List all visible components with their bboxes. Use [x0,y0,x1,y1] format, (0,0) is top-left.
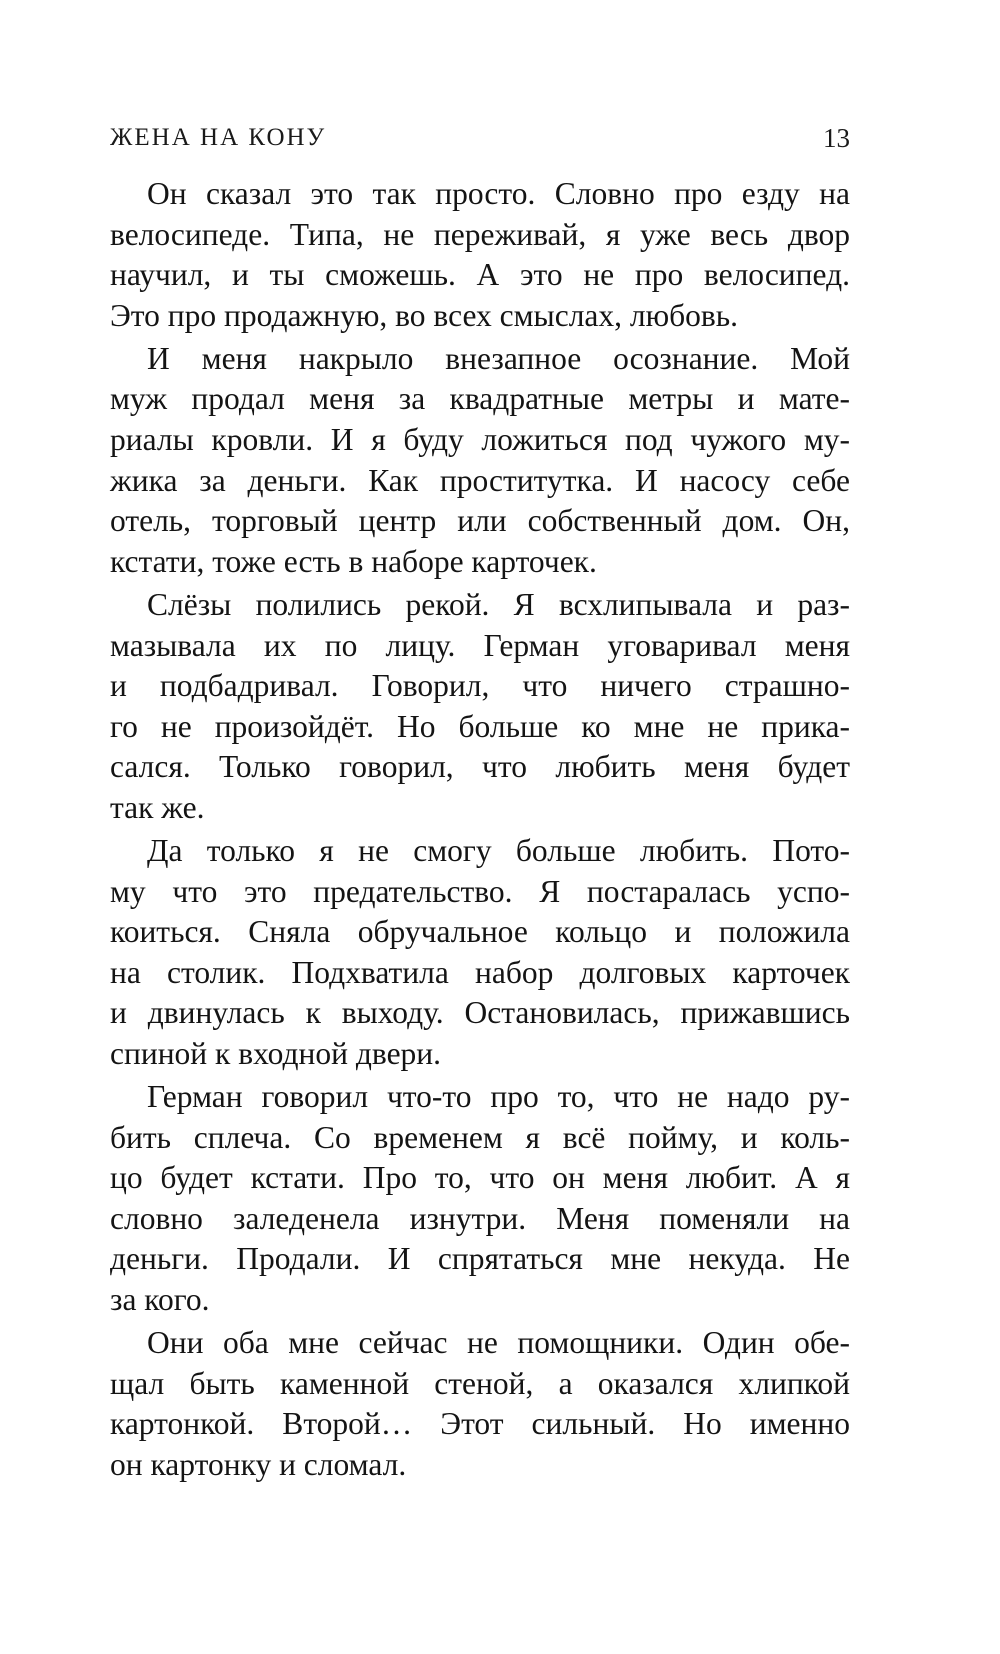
text-line: Они оба мне сейчас не помощники. Один обе- [147,1325,850,1361]
text-line: он картонку и сломал. [110,1446,407,1482]
text-line: словно заледенела изнутри. Меня поменяли на [110,1200,850,1236]
text-line: мазывала их по лицу. Герман уговаривал меня [110,627,850,663]
text-line: отель, торговый центр или собственный дом. Он, [110,503,850,539]
text-line: за кого. [110,1282,210,1318]
text-line: щал быть каменной стеной, а оказался хлипкой [110,1365,850,1401]
text-line: Он сказал это так просто. Словно про езду на [147,176,850,211]
text-line: и подбадривал. Говорил, что ничего страшно- [110,668,850,704]
paragraph-3 [110,585,850,829]
text-line: так же. [110,789,205,825]
body-text [110,174,850,1488]
text-line: сался. Только говорил, что любить меня будет [110,749,850,785]
text-line: научил, и ты сможешь. А это не про велосипед. [110,257,850,293]
text-line: Герман говорил что-то про то, что не надо ру- [147,1079,850,1115]
paragraph-1 [110,174,850,336]
text-line: коиться. Сняла обручальное кольцо и положила [110,914,850,950]
text-line: го не произойдёт. Но больше ко мне не прика- [110,708,850,744]
running-title: ЖЕНА НА КОНУ [110,124,327,151]
text-line: муж продал меня за квадратные метры и мате- [110,381,850,417]
paragraph-2 [110,339,850,583]
text-line: деньги. Продали. И спрятаться мне некуда. Не [110,1241,850,1277]
running-head [110,118,850,158]
text-line: спиной к входной двери. [110,1035,442,1071]
text-line: цо будет кстати. Про то, что он меня любит. А я [110,1160,850,1196]
text-line: Это про продажную, во всех смыслах, любовь. [110,297,739,333]
paragraph-4 [110,831,850,1075]
text-line: на столик. Подхватила набор долговых карточек [110,954,850,990]
text-line: велосипеде. Типа, не переживай, я уже весь двор [110,216,850,252]
paragraph-6 [110,1323,850,1485]
text-line: бить сплеча. Со временем я всё пойму, и коль- [110,1119,850,1155]
page-number: 13 [823,122,850,153]
text-line: Да только я не смогу больше любить. Пото- [147,833,850,868]
paragraph-5 [110,1077,850,1321]
text-line: картонкой. Второй… Этот сильный. Но именно [110,1406,850,1442]
text-line: му что это предательство. Я постаралась успо- [110,873,850,909]
text-line: Слёзы полились рекой. Я всхлипывала и раз- [147,586,850,622]
text-line: И меня накрыло внезапное осознание. Мой [147,340,850,376]
text-line: жика за деньги. Как проститутка. И насосу себе [110,462,850,498]
text-line: риалы кровли. И я буду ложиться под чужого му- [110,422,850,458]
text-line: и двинулась к выходу. Остановилась, прижавшись [110,995,850,1031]
text-line: кстати, тоже есть в наборе карточек. [110,543,597,579]
